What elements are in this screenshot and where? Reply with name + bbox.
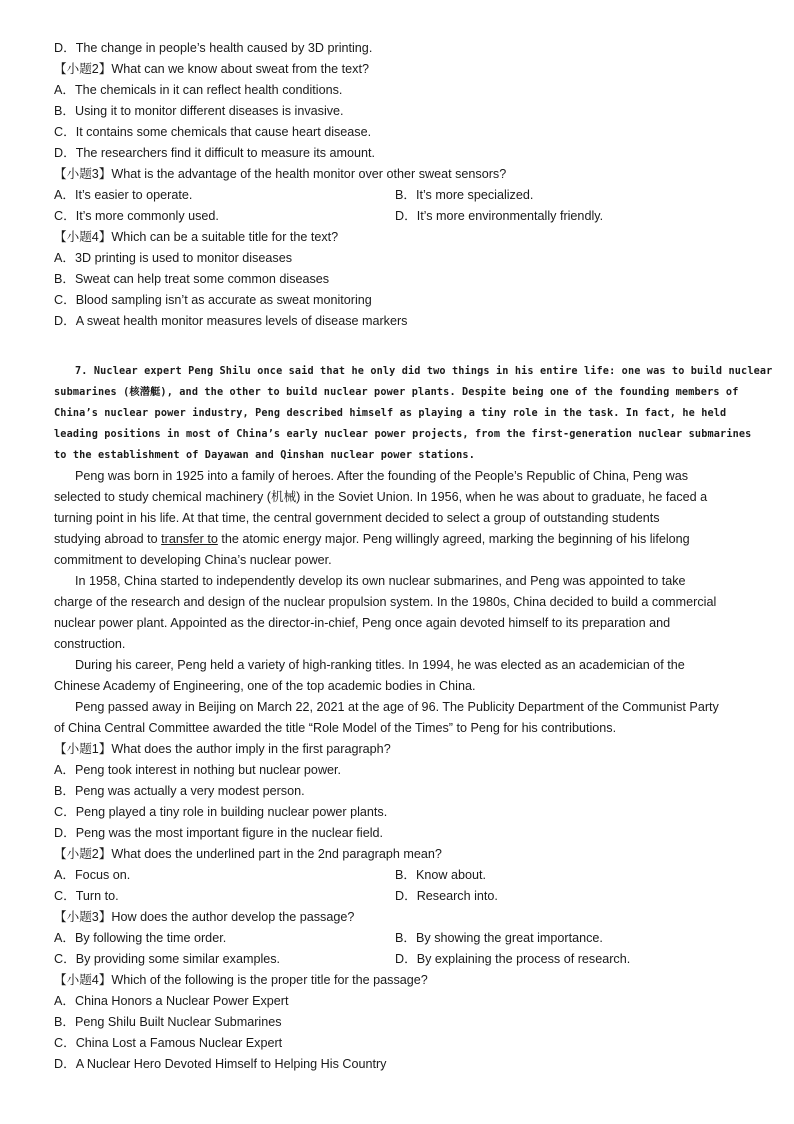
passage-intro-line-1: 7. Nuclear expert Peng Shilu once said that he only did two things in his entire life: one was to build nuclear bbox=[75, 366, 773, 377]
prev-q2-option-b: B．Using it to monitor different diseases is invasive. bbox=[54, 104, 344, 118]
p2-line-3: turning point in his life. At that time, the central government decided to select a group of outstanding students bbox=[54, 511, 660, 525]
q4-stem: 【小题4】Which of the following is the proper title for the passage? bbox=[54, 973, 428, 987]
q2-option-c: C．Turn to. bbox=[54, 889, 119, 903]
p4-line-1: During his career, Peng held a variety of high-ranking titles. In 1994, he was elected as an academician of the bbox=[75, 658, 685, 672]
passage-intro-line-3: China’s nuclear power industry, Peng described himself as playing a tiny role in the task. In fact, he held bbox=[54, 408, 727, 419]
prev-q3-stem: 【小题3】What is the advantage of the health monitor over other sweat sensors? bbox=[54, 167, 507, 181]
q2-option-b: B．Know about. bbox=[395, 868, 487, 882]
q4-option-a: A．China Honors a Nuclear Power Expert bbox=[54, 994, 289, 1008]
prev-q4-stem: 【小题4】Which can be a suitable title for the text? bbox=[54, 230, 339, 244]
prev-q1-option-d: D．The change in people’s health caused by 3D printing. bbox=[54, 41, 373, 55]
prev-q3-option-c: C．It’s more commonly used. bbox=[54, 209, 219, 223]
q3-option-b: B．By showing the great importance. bbox=[395, 931, 603, 945]
p2-line-4-post: the atomic energy major. Peng willingly agreed, marking the beginning of his lifelong bbox=[217, 532, 690, 546]
p4-line-2: Chinese Academy of Engineering, one of the top academic bodies in China. bbox=[54, 679, 476, 693]
prev-q2-stem: 【小题2】What can we know about sweat from the text? bbox=[54, 62, 369, 76]
q2-option-d: D．Research into. bbox=[395, 889, 498, 903]
passage-intro-line-5: to the establishment of Dayawan and Qinshan nuclear power stations. bbox=[54, 450, 475, 461]
p3-line-1: In 1958, China started to independently develop its own nuclear submarines, and Peng was appointed to take bbox=[75, 574, 686, 588]
q3-option-c: C．By providing some similar examples. bbox=[54, 952, 281, 966]
prev-q3-option-d: D．It’s more environmentally friendly. bbox=[395, 209, 604, 223]
q1-stem: 【小题1】What does the author imply in the first paragraph? bbox=[54, 742, 391, 756]
passage-intro-line-2: submarines (核潜艇), and the other to build nuclear power plants. Despite being one of the founding members of bbox=[54, 387, 739, 398]
p3-line-4: construction. bbox=[54, 637, 126, 651]
q1-option-d: D．Peng was the most important figure in the nuclear field. bbox=[54, 826, 383, 840]
q3-option-d: D．By explaining the process of research. bbox=[395, 952, 631, 966]
p5-line-1: Peng passed away in Beijing on March 22, 2021 at the age of 96. The Publicity Department of the Communist Party bbox=[75, 700, 719, 714]
prev-q2-option-d: D．The researchers find it difficult to measure its amount. bbox=[54, 146, 376, 160]
q4-option-c: C．China Lost a Famous Nuclear Expert bbox=[54, 1036, 283, 1050]
p3-line-2: charge of the research and design of the nuclear propulsion system. In the 1980s, China decided to build a commercial bbox=[54, 595, 717, 609]
p5-line-2: of China Central Committee awarded the title “Role Model of the Times” to Peng for his contributions. bbox=[54, 721, 617, 735]
p3-line-3: nuclear power plant. Appointed as the director-in-chief, Peng once again devoted himself to its preparation and bbox=[54, 616, 671, 630]
prev-q4-option-a: A．3D printing is used to monitor diseases bbox=[54, 251, 292, 265]
q4-option-b: B．Peng Shilu Built Nuclear Submarines bbox=[54, 1015, 282, 1029]
prev-q2-option-c: C．It contains some chemicals that cause heart disease. bbox=[54, 125, 372, 139]
prev-q3-option-b: B．It’s more specialized. bbox=[395, 188, 534, 202]
q3-stem: 【小题3】How does the author develop the passage? bbox=[54, 910, 355, 924]
prev-q3-option-a: A．It’s easier to operate. bbox=[54, 188, 193, 202]
prev-q4-option-c: C．Blood sampling isn’t as accurate as sweat monitoring bbox=[54, 293, 372, 307]
q2-stem: 【小题2】What does the underlined part in the 2nd paragraph mean? bbox=[54, 847, 442, 861]
p2-line-4 bbox=[54, 529, 690, 550]
q4-option-d: D．A Nuclear Hero Devoted Himself to Helping His Country bbox=[54, 1057, 387, 1071]
underlined-phrase: transfer to bbox=[161, 532, 218, 546]
p2-line-4-pre: studying abroad to bbox=[54, 532, 162, 546]
prev-q4-option-d: D．A sweat health monitor measures levels of disease markers bbox=[54, 314, 408, 328]
q1-option-c: C．Peng played a tiny role in building nuclear power plants. bbox=[54, 805, 388, 819]
prev-q4-option-b: B．Sweat can help treat some common diseases bbox=[54, 272, 330, 286]
q3-option-a: A．By following the time order. bbox=[54, 931, 227, 945]
p2-line-1: Peng was born in 1925 into a family of heroes. After the founding of the People’s Republic of China, Peng was bbox=[75, 469, 689, 483]
prev-q2-option-a: A．The chemicals in it can reflect health conditions. bbox=[54, 83, 343, 97]
q2-option-a: A．Focus on. bbox=[54, 868, 131, 882]
passage-intro-line-4: leading positions in most of China’s early nuclear power projects, from the first-generation nuclear submarines bbox=[54, 429, 752, 440]
p2-line-2: selected to study chemical machinery (机械) in the Soviet Union. In 1956, when he was about to graduate, he faced a bbox=[54, 490, 708, 504]
q1-option-a: A．Peng took interest in nothing but nuclear power. bbox=[54, 763, 342, 777]
q1-option-b: B．Peng was actually a very modest person. bbox=[54, 784, 305, 798]
p2-line-5: commitment to developing China’s nuclear power. bbox=[54, 553, 332, 567]
